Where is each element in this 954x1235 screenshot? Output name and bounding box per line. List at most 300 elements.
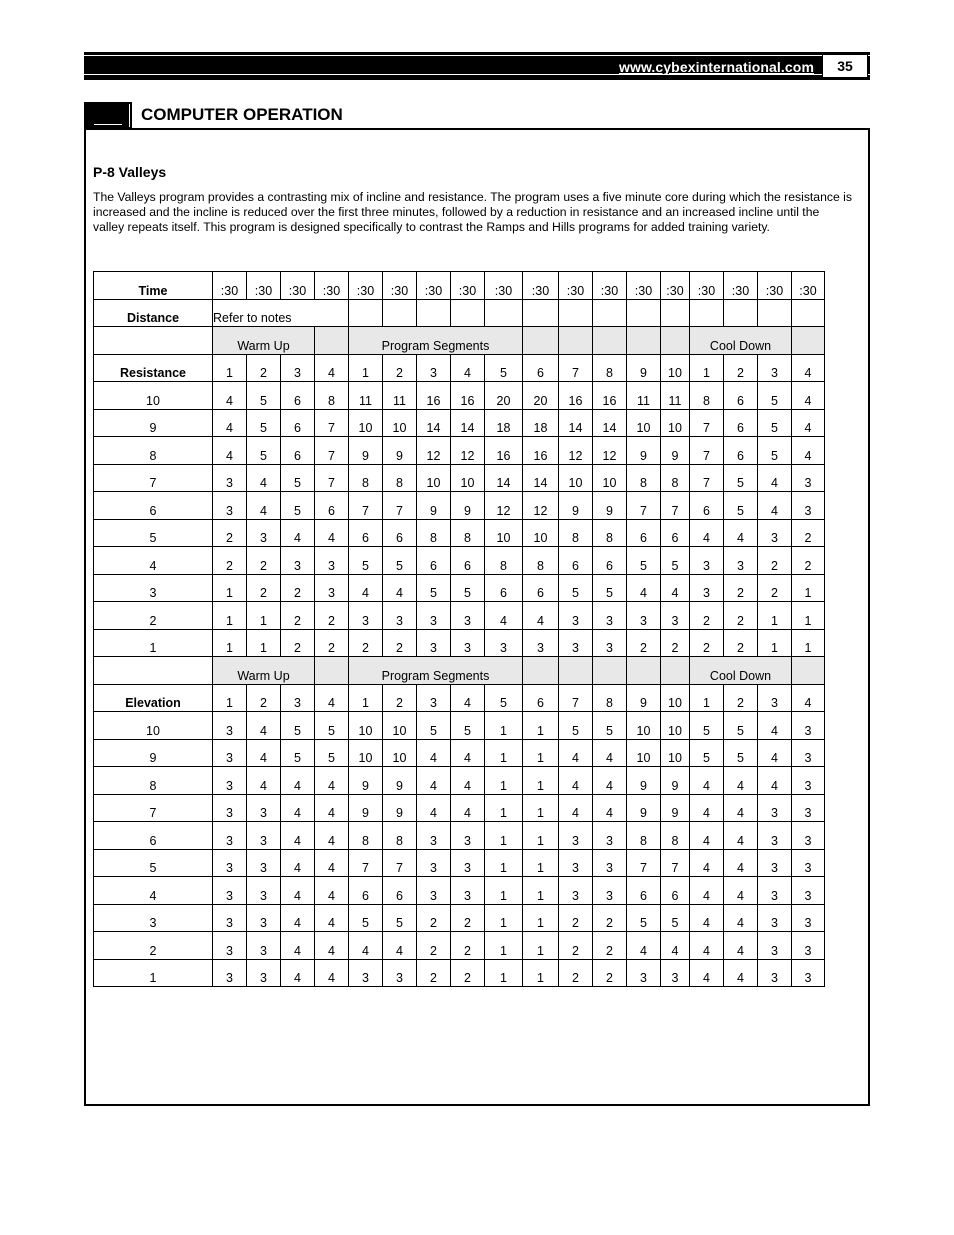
time-cell: :30 [792, 272, 825, 300]
elevation-value-cell: 4 [315, 849, 349, 877]
elevation-value-cell: 1 [485, 904, 523, 932]
resistance-value-cell: 4 [315, 519, 349, 547]
elevation-value-cell: 4 [661, 932, 690, 960]
resistance-value-cell: 1 [247, 629, 281, 657]
time-cell: :30 [724, 272, 758, 300]
elevation-value-cell: 6 [383, 877, 417, 905]
resistance-value-cell: 2 [724, 574, 758, 602]
resistance-value-cell: 7 [690, 464, 724, 492]
elevation-segment-number: 1 [213, 684, 247, 712]
resistance-value-cell: 6 [627, 519, 661, 547]
resistance-value-cell: 6 [593, 547, 627, 575]
program-description: The Valleys program provides a contrasting mix of incline and resistance. The program uses a five minute core during which the resistance is increased and the incline is reduced over the first three minutes, followed by a reduction in resistance and an increased incline until the valley repeats itself. This program is designed specifically to contrast the Ramps and Hills programs for added training variety. [93, 190, 852, 234]
elevation-warm-up-label: Warm Up [213, 657, 315, 685]
resistance-value-cell: 18 [523, 409, 559, 437]
elevation-value-cell: 10 [627, 712, 661, 740]
resistance-value-cell: 4 [758, 464, 792, 492]
elevation-segment-number: 6 [523, 684, 559, 712]
elevation-label: Elevation [94, 684, 213, 712]
elevation-value-cell: 1 [485, 932, 523, 960]
elevation-segment-number: 3 [758, 684, 792, 712]
elevation-value-cell: 4 [690, 767, 724, 795]
section-tab-divider [129, 104, 130, 127]
resistance-value-cell: 5 [281, 492, 315, 520]
elevation-value-cell: 8 [627, 822, 661, 850]
resistance-value-cell: 2 [247, 574, 281, 602]
elevation-value-cell: 5 [627, 904, 661, 932]
elevation-value-cell: 5 [690, 712, 724, 740]
elevation-level-row [94, 849, 825, 877]
resistance-segment-number: 4 [792, 354, 825, 382]
elevation-value-cell: 7 [627, 849, 661, 877]
elevation-segment-number: 4 [792, 684, 825, 712]
elevation-value-cell: 3 [247, 904, 281, 932]
elevation-value-cell: 2 [593, 932, 627, 960]
resistance-segment-number: 9 [627, 354, 661, 382]
elevation-value-cell: 3 [792, 822, 825, 850]
elevation-value-cell: 3 [417, 822, 451, 850]
resistance-value-cell: 3 [281, 547, 315, 575]
elevation-value-cell: 2 [559, 932, 593, 960]
resistance-value-cell: 3 [417, 629, 451, 657]
elevation-value-cell: 1 [485, 849, 523, 877]
resistance-value-cell: 2 [213, 519, 247, 547]
elevation-value-cell: 3 [213, 767, 247, 795]
distance-cell [417, 299, 451, 327]
elevation-value-cell: 4 [724, 822, 758, 850]
elevation-value-cell: 10 [383, 739, 417, 767]
resistance-value-cell: 8 [627, 464, 661, 492]
elevation-value-cell: 4 [281, 932, 315, 960]
resistance-value-cell: 5 [758, 437, 792, 465]
header-bar [84, 52, 870, 80]
resistance-segment-number: 1 [690, 354, 724, 382]
elevation-value-cell: 4 [724, 932, 758, 960]
resistance-value-cell: 3 [523, 629, 559, 657]
elevation-value-cell: 1 [485, 877, 523, 905]
distance-cell [559, 299, 593, 327]
resistance-segment-number: 4 [315, 354, 349, 382]
elevation-value-cell: 1 [485, 767, 523, 795]
elevation-value-cell: 4 [690, 904, 724, 932]
elevation-value-cell: 3 [593, 849, 627, 877]
elevation-value-cell: 4 [593, 739, 627, 767]
elevation-value-cell: 7 [383, 849, 417, 877]
resistance-value-cell: 1 [792, 602, 825, 630]
elevation-value-cell: 4 [417, 767, 451, 795]
distance-cell [349, 299, 383, 327]
resistance-value-cell: 5 [758, 409, 792, 437]
resistance-value-cell: 4 [247, 464, 281, 492]
elevation-value-cell: 3 [661, 959, 690, 987]
elevation-value-cell: 3 [247, 849, 281, 877]
resistance-value-cell: 4 [485, 602, 523, 630]
resistance-value-cell: 12 [417, 437, 451, 465]
elevation-value-cell: 10 [383, 712, 417, 740]
resistance-level-row [94, 382, 825, 410]
elevation-level-label: 3 [94, 904, 213, 932]
elevation-value-cell: 4 [247, 712, 281, 740]
resistance-value-cell: 7 [349, 492, 383, 520]
program-title: P-8 Valleys [93, 164, 167, 180]
resistance-value-cell: 16 [451, 382, 485, 410]
elevation-value-cell: 4 [627, 932, 661, 960]
elevation-value-cell: 3 [758, 932, 792, 960]
distance-cell [593, 299, 627, 327]
resistance-value-cell: 3 [559, 629, 593, 657]
resistance-value-cell: 4 [247, 492, 281, 520]
elevation-value-cell: 4 [690, 959, 724, 987]
elevation-level-row [94, 932, 825, 960]
elevation-level-label: 8 [94, 767, 213, 795]
distance-row [94, 299, 825, 327]
elevation-value-cell: 9 [383, 794, 417, 822]
time-cell: :30 [451, 272, 485, 300]
resistance-phase-gap [593, 327, 627, 355]
elevation-value-cell: 1 [523, 822, 559, 850]
resistance-phase-gap [792, 327, 825, 355]
elevation-value-cell: 2 [417, 932, 451, 960]
elevation-value-cell: 1 [523, 932, 559, 960]
resistance-value-cell: 9 [417, 492, 451, 520]
elevation-value-cell: 6 [627, 877, 661, 905]
time-cell: :30 [417, 272, 451, 300]
elevation-value-cell: 3 [247, 794, 281, 822]
time-cell: :30 [593, 272, 627, 300]
time-cell: :30 [349, 272, 383, 300]
elevation-value-cell: 5 [315, 712, 349, 740]
resistance-value-cell: 11 [661, 382, 690, 410]
elevation-value-cell: 10 [349, 739, 383, 767]
resistance-value-cell: 9 [349, 437, 383, 465]
elevation-phase-gap [559, 657, 593, 685]
resistance-value-cell: 3 [315, 574, 349, 602]
resistance-value-cell: 8 [559, 519, 593, 547]
elevation-level-row [94, 712, 825, 740]
resistance-value-cell: 2 [315, 629, 349, 657]
header-rule-top [84, 55, 870, 56]
resistance-value-cell: 10 [451, 464, 485, 492]
resistance-value-cell: 10 [559, 464, 593, 492]
resistance-value-cell: 9 [627, 437, 661, 465]
resistance-value-cell: 6 [690, 492, 724, 520]
resistance-level-label: 8 [94, 437, 213, 465]
resistance-segment-number: 2 [383, 354, 417, 382]
resistance-value-cell: 1 [213, 629, 247, 657]
elevation-segment-number: 3 [281, 684, 315, 712]
resistance-value-cell: 10 [349, 409, 383, 437]
section-tab-marker [84, 102, 132, 129]
resistance-value-cell: 3 [627, 602, 661, 630]
resistance-value-cell: 10 [523, 519, 559, 547]
elevation-value-cell: 4 [724, 959, 758, 987]
resistance-phase-gap [661, 327, 690, 355]
elevation-value-cell: 5 [315, 739, 349, 767]
time-cell: :30 [523, 272, 559, 300]
resistance-level-row [94, 602, 825, 630]
elevation-value-cell: 4 [724, 794, 758, 822]
resistance-value-cell: 7 [383, 492, 417, 520]
resistance-value-cell: 8 [383, 464, 417, 492]
elevation-value-cell: 4 [593, 767, 627, 795]
elevation-value-cell: 2 [451, 959, 485, 987]
elevation-value-cell: 4 [315, 767, 349, 795]
elevation-value-cell: 3 [559, 849, 593, 877]
resistance-value-cell: 4 [792, 437, 825, 465]
elevation-value-cell: 3 [213, 712, 247, 740]
resistance-level-row [94, 629, 825, 657]
distance-cell [758, 299, 792, 327]
elevation-value-cell: 3 [593, 822, 627, 850]
elevation-value-cell: 8 [661, 822, 690, 850]
elevation-value-cell: 4 [559, 767, 593, 795]
resistance-segment-number: 1 [349, 354, 383, 382]
resistance-value-cell: 3 [690, 547, 724, 575]
elevation-value-cell: 4 [281, 849, 315, 877]
elevation-segment-number: 4 [315, 684, 349, 712]
elevation-value-cell: 3 [213, 959, 247, 987]
resistance-value-cell: 10 [485, 519, 523, 547]
resistance-value-cell: 2 [213, 547, 247, 575]
resistance-value-cell: 4 [213, 382, 247, 410]
elevation-segment-number: 7 [559, 684, 593, 712]
elevation-level-label: 2 [94, 932, 213, 960]
resistance-value-cell: 9 [661, 437, 690, 465]
elevation-value-cell: 4 [281, 794, 315, 822]
elevation-header-row [94, 684, 825, 712]
resistance-value-cell: 4 [213, 437, 247, 465]
time-cell: :30 [213, 272, 247, 300]
resistance-value-cell: 2 [724, 602, 758, 630]
elevation-segment-number: 1 [349, 684, 383, 712]
distance-cell [485, 299, 523, 327]
time-cell: :30 [485, 272, 523, 300]
elevation-segment-number: 3 [417, 684, 451, 712]
resistance-value-cell: 6 [559, 547, 593, 575]
resistance-value-cell: 4 [661, 574, 690, 602]
resistance-value-cell: 3 [758, 519, 792, 547]
elevation-value-cell: 1 [523, 739, 559, 767]
resistance-value-cell: 6 [417, 547, 451, 575]
resistance-value-cell: 8 [593, 519, 627, 547]
elevation-phase-gap [593, 657, 627, 685]
resistance-value-cell: 1 [213, 602, 247, 630]
resistance-value-cell: 7 [690, 437, 724, 465]
elevation-value-cell: 4 [724, 849, 758, 877]
resistance-value-cell: 18 [485, 409, 523, 437]
distance-cell [627, 299, 661, 327]
elevation-value-cell: 3 [593, 877, 627, 905]
elevation-value-cell: 1 [523, 794, 559, 822]
elevation-segment-number: 2 [247, 684, 281, 712]
elevation-value-cell: 5 [661, 904, 690, 932]
time-cell: :30 [758, 272, 792, 300]
time-cell: :30 [627, 272, 661, 300]
distance-note: Refer to notes [213, 299, 349, 327]
elevation-value-cell: 1 [523, 767, 559, 795]
resistance-value-cell: 1 [792, 574, 825, 602]
elevation-value-cell: 4 [281, 877, 315, 905]
elevation-value-cell: 3 [559, 822, 593, 850]
elevation-value-cell: 1 [523, 877, 559, 905]
resistance-value-cell: 8 [661, 464, 690, 492]
resistance-value-cell: 11 [627, 382, 661, 410]
elevation-value-cell: 3 [247, 822, 281, 850]
elevation-value-cell: 4 [281, 767, 315, 795]
elevation-value-cell: 4 [417, 794, 451, 822]
resistance-phase-gap [559, 327, 593, 355]
resistance-phase-gap [315, 327, 349, 355]
resistance-value-cell: 3 [593, 602, 627, 630]
resistance-value-cell: 8 [690, 382, 724, 410]
time-label: Time [94, 272, 213, 300]
section-title: COMPUTER OPERATION [141, 105, 343, 124]
resistance-level-row [94, 492, 825, 520]
resistance-value-cell: 3 [593, 629, 627, 657]
resistance-value-cell: 10 [593, 464, 627, 492]
elevation-value-cell: 5 [690, 739, 724, 767]
time-row [94, 272, 825, 300]
elevation-value-cell: 2 [593, 904, 627, 932]
elevation-value-cell: 9 [627, 767, 661, 795]
resistance-program-segments-label: Program Segments [349, 327, 523, 355]
elevation-segment-number: 5 [485, 684, 523, 712]
elevation-level-row [94, 822, 825, 850]
section-tab-underline [94, 124, 122, 125]
elevation-value-cell: 3 [758, 877, 792, 905]
elevation-value-cell: 4 [417, 739, 451, 767]
resistance-value-cell: 11 [349, 382, 383, 410]
elevation-value-cell: 6 [349, 877, 383, 905]
resistance-value-cell: 2 [792, 519, 825, 547]
resistance-segment-number: 1 [213, 354, 247, 382]
elevation-value-cell: 1 [485, 822, 523, 850]
elevation-value-cell: 4 [690, 877, 724, 905]
resistance-value-cell: 8 [523, 547, 559, 575]
distance-cell [523, 299, 559, 327]
resistance-value-cell: 3 [451, 629, 485, 657]
elevation-segment-number: 8 [593, 684, 627, 712]
elevation-value-cell: 3 [213, 794, 247, 822]
resistance-value-cell: 2 [661, 629, 690, 657]
resistance-value-cell: 12 [485, 492, 523, 520]
elevation-segment-number: 9 [627, 684, 661, 712]
elevation-value-cell: 3 [559, 877, 593, 905]
resistance-value-cell: 2 [690, 629, 724, 657]
elevation-value-cell: 3 [213, 849, 247, 877]
resistance-value-cell: 4 [213, 409, 247, 437]
resistance-value-cell: 2 [349, 629, 383, 657]
elevation-value-cell: 3 [247, 959, 281, 987]
resistance-value-cell: 2 [758, 547, 792, 575]
elevation-program-segments-label: Program Segments [349, 657, 523, 685]
elevation-level-label: 7 [94, 794, 213, 822]
resistance-value-cell: 3 [383, 602, 417, 630]
elevation-value-cell: 4 [315, 877, 349, 905]
elevation-value-cell: 4 [247, 739, 281, 767]
resistance-value-cell: 6 [661, 519, 690, 547]
resistance-value-cell: 14 [559, 409, 593, 437]
resistance-value-cell: 4 [383, 574, 417, 602]
resistance-value-cell: 9 [593, 492, 627, 520]
elevation-value-cell: 5 [417, 712, 451, 740]
elevation-value-cell: 3 [758, 959, 792, 987]
resistance-level-label: 2 [94, 602, 213, 630]
elevation-value-cell: 5 [451, 712, 485, 740]
elevation-value-cell: 3 [213, 822, 247, 850]
elevation-value-cell: 4 [315, 959, 349, 987]
elevation-value-cell: 3 [417, 877, 451, 905]
resistance-value-cell: 2 [247, 547, 281, 575]
elevation-value-cell: 4 [593, 794, 627, 822]
website-link[interactable]: www.cybexinternational.com [618, 59, 814, 75]
elevation-value-cell: 3 [758, 904, 792, 932]
elevation-level-label: 9 [94, 739, 213, 767]
elevation-value-cell: 3 [792, 767, 825, 795]
resistance-value-cell: 10 [627, 409, 661, 437]
elevation-value-cell: 3 [451, 849, 485, 877]
elevation-value-cell: 2 [593, 959, 627, 987]
page-number: 35 [822, 54, 868, 78]
resistance-value-cell: 1 [213, 574, 247, 602]
elevation-value-cell: 9 [627, 794, 661, 822]
resistance-segment-number: 4 [451, 354, 485, 382]
resistance-warm-up-label: Warm Up [213, 327, 315, 355]
resistance-segment-number: 7 [559, 354, 593, 382]
elevation-value-cell: 3 [792, 739, 825, 767]
resistance-value-cell: 5 [593, 574, 627, 602]
elevation-value-cell: 3 [247, 932, 281, 960]
distance-cell [690, 299, 724, 327]
time-cell: :30 [281, 272, 315, 300]
elevation-value-cell: 7 [661, 849, 690, 877]
elevation-value-cell: 3 [758, 822, 792, 850]
time-cell: :30 [383, 272, 417, 300]
elevation-value-cell: 10 [627, 739, 661, 767]
elevation-value-cell: 5 [281, 739, 315, 767]
elevation-value-cell: 3 [792, 959, 825, 987]
resistance-value-cell: 14 [451, 409, 485, 437]
resistance-value-cell: 2 [690, 602, 724, 630]
elevation-value-cell: 4 [281, 959, 315, 987]
resistance-value-cell: 4 [349, 574, 383, 602]
elevation-value-cell: 3 [213, 739, 247, 767]
resistance-value-cell: 16 [485, 437, 523, 465]
time-cell: :30 [690, 272, 724, 300]
resistance-level-label: 7 [94, 464, 213, 492]
elevation-value-cell: 1 [485, 739, 523, 767]
elevation-value-cell: 4 [281, 822, 315, 850]
resistance-value-cell: 6 [724, 437, 758, 465]
resistance-value-cell: 4 [523, 602, 559, 630]
elevation-level-row [94, 904, 825, 932]
elevation-value-cell: 4 [690, 822, 724, 850]
resistance-value-cell: 3 [213, 492, 247, 520]
resistance-value-cell: 16 [523, 437, 559, 465]
elevation-value-cell: 10 [349, 712, 383, 740]
resistance-value-cell: 2 [758, 574, 792, 602]
elevation-segment-number: 2 [724, 684, 758, 712]
resistance-value-cell: 5 [349, 547, 383, 575]
resistance-segment-number: 8 [593, 354, 627, 382]
resistance-value-cell: 3 [417, 602, 451, 630]
elevation-value-cell: 4 [247, 767, 281, 795]
elevation-value-cell: 4 [315, 822, 349, 850]
resistance-value-cell: 4 [792, 382, 825, 410]
elevation-level-row [94, 767, 825, 795]
resistance-value-cell: 14 [417, 409, 451, 437]
resistance-value-cell: 1 [758, 602, 792, 630]
